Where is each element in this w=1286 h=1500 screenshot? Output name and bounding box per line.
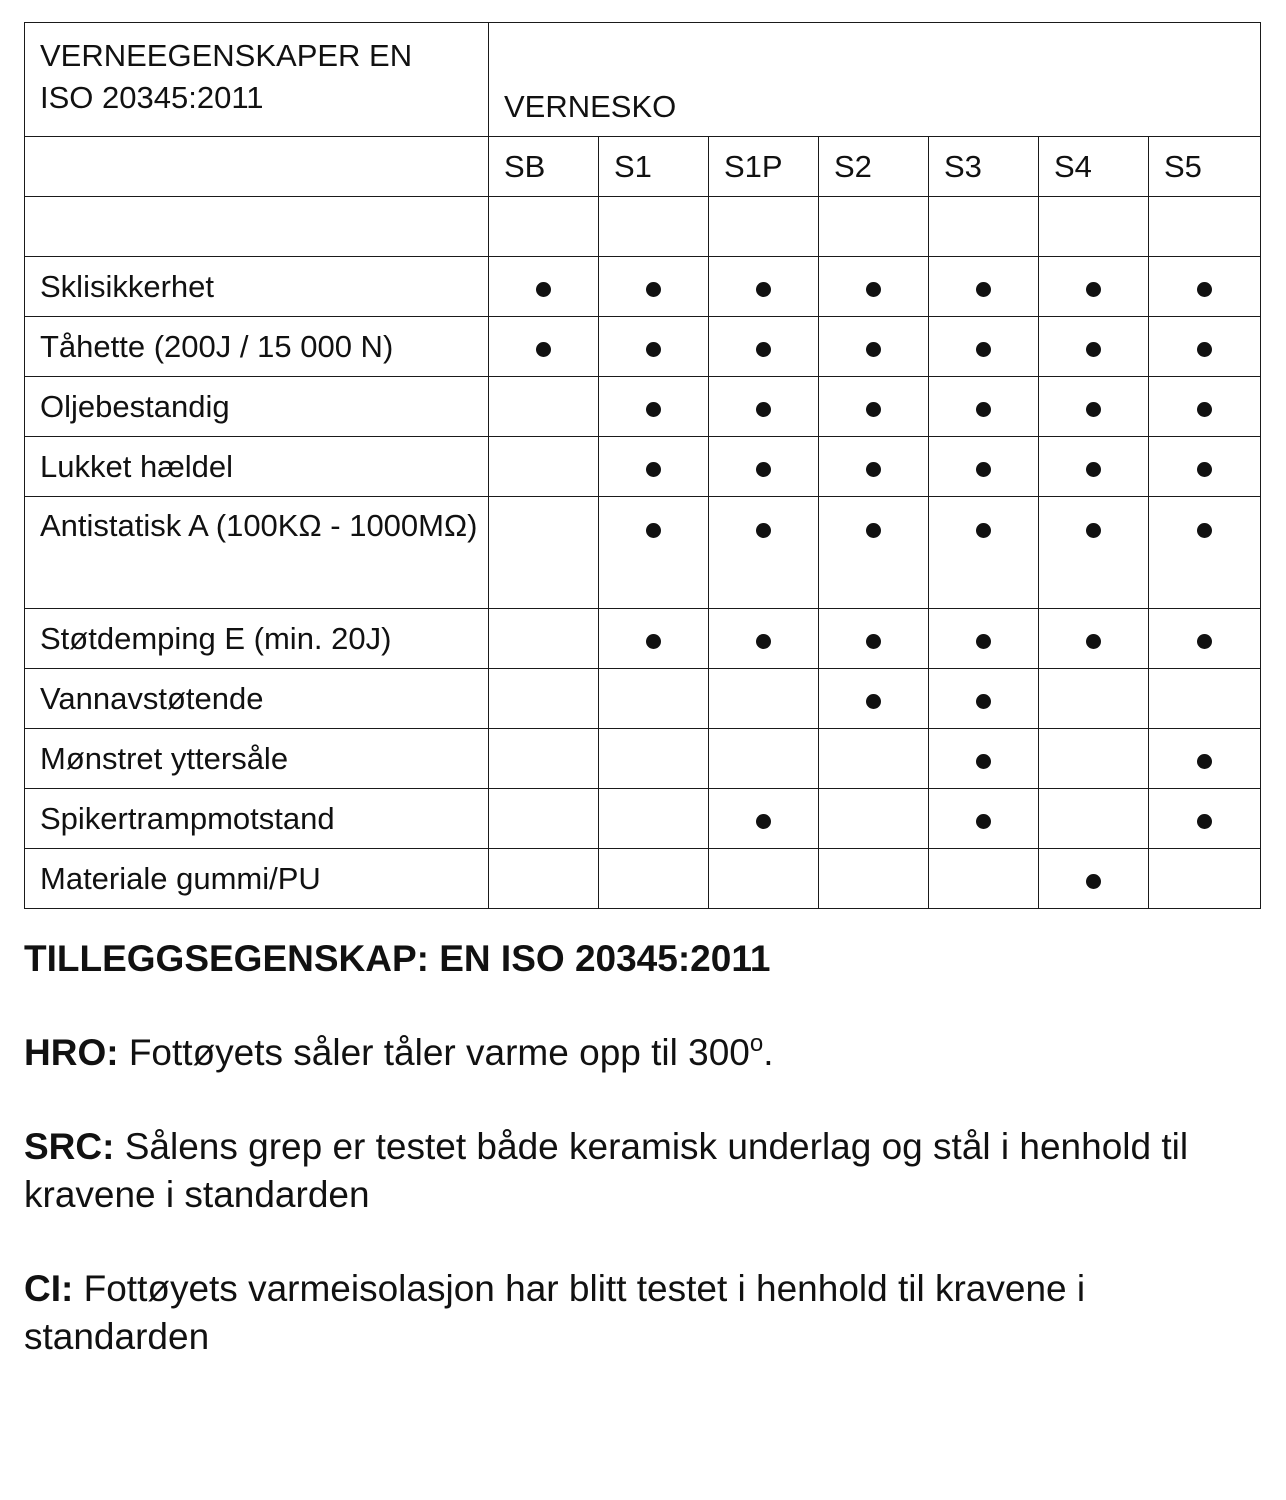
table-title: VERNEEGENSKAPER EN ISO 20345:2011	[25, 23, 489, 137]
mark-cell-s1	[599, 257, 709, 317]
mark-cell-s3	[929, 437, 1039, 497]
table-row	[25, 257, 1261, 317]
mark-cell-s1p	[709, 729, 819, 789]
bullet-dot	[1086, 874, 1101, 889]
table-row	[25, 609, 1261, 669]
class-header-s1p: S1P	[709, 137, 819, 197]
mark-cell-s1p	[709, 849, 819, 909]
class-header-blank	[25, 137, 489, 197]
mark-cell-s5	[1149, 377, 1261, 437]
mark-cell-s5	[1149, 497, 1261, 609]
feature-label: Spikertrampmotstand	[25, 789, 489, 849]
bullet-dot	[536, 282, 551, 297]
mark-cell-s1p	[709, 377, 819, 437]
mark-cell-s1	[599, 729, 709, 789]
mark-cell-sb	[489, 497, 599, 609]
bullet-dot	[1197, 402, 1212, 417]
mark-cell-s4	[1039, 437, 1149, 497]
mark-cell-s3	[929, 377, 1039, 437]
bullet-dot	[1197, 523, 1212, 538]
bullet-dot	[976, 754, 991, 769]
bullet-dot	[646, 634, 661, 649]
empty-cell	[25, 197, 489, 257]
bullet-dot	[646, 282, 661, 297]
class-header-s3: S3	[929, 137, 1039, 197]
protection-table-container	[24, 22, 1260, 909]
class-header-s4: S4	[1039, 137, 1149, 197]
table-title-row	[25, 23, 1261, 137]
mark-cell-s5	[1149, 729, 1261, 789]
feature-label: Materiale gummi/PU	[25, 849, 489, 909]
bullet-dot	[756, 402, 771, 417]
mark-cell-sb	[489, 437, 599, 497]
mark-cell-s5	[1149, 849, 1261, 909]
feature-label: Tåhette (200J / 15 000 N)	[25, 317, 489, 377]
bullet-dot	[756, 634, 771, 649]
bullet-dot	[976, 402, 991, 417]
additional-properties-heading: TILLEGGSEGENSKAP: EN ISO 20345:2011	[24, 938, 771, 979]
empty-cell	[489, 197, 599, 257]
bullet-dot	[536, 342, 551, 357]
table-row	[25, 849, 1261, 909]
mark-cell-s4	[1039, 729, 1149, 789]
mark-cell-s1	[599, 669, 709, 729]
bullet-dot	[976, 523, 991, 538]
empty-cell	[929, 197, 1039, 257]
bullet-dot	[866, 694, 881, 709]
mark-cell-s1p	[709, 317, 819, 377]
mark-cell-s1	[599, 609, 709, 669]
mark-cell-s1	[599, 317, 709, 377]
mark-cell-s3	[929, 669, 1039, 729]
mark-cell-s5	[1149, 789, 1261, 849]
note-hro-text: Fottøyets såler tåler varme opp til 300	[118, 1032, 750, 1073]
mark-cell-sb	[489, 849, 599, 909]
class-header-sb: SB	[489, 137, 599, 197]
mark-cell-s4	[1039, 849, 1149, 909]
bullet-dot	[1086, 462, 1101, 477]
table-row	[25, 437, 1261, 497]
mark-cell-s4	[1039, 789, 1149, 849]
bullet-dot	[756, 282, 771, 297]
feature-label: Vannavstøtende	[25, 669, 489, 729]
mark-cell-s2	[819, 497, 929, 609]
mark-cell-s4	[1039, 497, 1149, 609]
mark-cell-s2	[819, 729, 929, 789]
mark-cell-s1p	[709, 609, 819, 669]
mark-cell-s3	[929, 317, 1039, 377]
mark-cell-s1	[599, 377, 709, 437]
class-header-s1: S1	[599, 137, 709, 197]
mark-cell-s2	[819, 377, 929, 437]
mark-cell-s1p	[709, 497, 819, 609]
bullet-dot	[976, 814, 991, 829]
empty-cell	[1149, 197, 1261, 257]
bullet-dot	[866, 462, 881, 477]
bullet-dot	[976, 342, 991, 357]
bullet-dot	[1086, 402, 1101, 417]
mark-cell-s3	[929, 257, 1039, 317]
bullet-dot	[1086, 342, 1101, 357]
mark-cell-sb	[489, 789, 599, 849]
bullet-dot	[646, 402, 661, 417]
empty-cell	[1039, 197, 1149, 257]
bullet-dot	[1197, 754, 1212, 769]
feature-label: Lukket hældel	[25, 437, 489, 497]
feature-label: Antistatisk A (100KΩ - 1000MΩ)	[25, 497, 489, 609]
mark-cell-s1	[599, 437, 709, 497]
bullet-dot	[866, 342, 881, 357]
bullet-dot	[1197, 814, 1212, 829]
mark-cell-s4	[1039, 609, 1149, 669]
note-hro-degree: o	[749, 1030, 764, 1057]
mark-cell-s5	[1149, 257, 1261, 317]
mark-cell-s5	[1149, 669, 1261, 729]
bullet-dot	[1086, 634, 1101, 649]
mark-cell-s1p	[709, 669, 819, 729]
mark-cell-s1	[599, 849, 709, 909]
bullet-dot	[866, 282, 881, 297]
table-row	[25, 729, 1261, 789]
table-row	[25, 377, 1261, 437]
bullet-dot	[646, 523, 661, 538]
note-ci-text: Fottøyets varmeisolasjon har blitt testet i henhold til kravene i standarden	[24, 1268, 1086, 1357]
mark-cell-sb	[489, 729, 599, 789]
bullet-dot	[646, 342, 661, 357]
bullet-dot	[756, 462, 771, 477]
mark-cell-s2	[819, 849, 929, 909]
table-row	[25, 669, 1261, 729]
mark-cell-s5	[1149, 437, 1261, 497]
bullet-dot	[756, 523, 771, 538]
bullet-dot	[976, 634, 991, 649]
empty-cell	[599, 197, 709, 257]
mark-cell-s1p	[709, 257, 819, 317]
bullet-dot	[1197, 462, 1212, 477]
empty-cell	[709, 197, 819, 257]
bullet-dot	[646, 462, 661, 477]
group-header-vernesko: VERNESKO	[489, 23, 1261, 137]
note-src	[24, 1123, 1274, 1219]
empty-row	[25, 197, 1261, 257]
feature-label: Mønstret yttersåle	[25, 729, 489, 789]
mark-cell-sb	[489, 377, 599, 437]
bullet-dot	[1086, 282, 1101, 297]
note-ci	[24, 1265, 1274, 1361]
bullet-dot	[976, 462, 991, 477]
class-header-s5: S5	[1149, 137, 1261, 197]
mark-cell-s2	[819, 317, 929, 377]
mark-cell-s4	[1039, 669, 1149, 729]
note-ci-key: CI:	[24, 1268, 74, 1309]
mark-cell-sb	[489, 669, 599, 729]
table-row	[25, 789, 1261, 849]
note-hro-key: HRO:	[24, 1032, 119, 1073]
bullet-dot	[756, 342, 771, 357]
feature-label: Sklisikkerhet	[25, 257, 489, 317]
feature-label: Støtdemping E (min. 20J)	[25, 609, 489, 669]
bullet-dot	[1197, 282, 1212, 297]
mark-cell-s4	[1039, 257, 1149, 317]
bullet-dot	[1197, 634, 1212, 649]
mark-cell-s1	[599, 789, 709, 849]
mark-cell-sb	[489, 257, 599, 317]
class-header-s2: S2	[819, 137, 929, 197]
mark-cell-s3	[929, 609, 1039, 669]
mark-cell-s2	[819, 609, 929, 669]
note-hro-tail: .	[763, 1032, 774, 1073]
note-src-key: SRC:	[24, 1126, 115, 1167]
mark-cell-sb	[489, 317, 599, 377]
empty-cell	[819, 197, 929, 257]
mark-cell-s3	[929, 729, 1039, 789]
mark-cell-s3	[929, 789, 1039, 849]
bullet-dot	[976, 694, 991, 709]
mark-cell-sb	[489, 609, 599, 669]
mark-cell-s4	[1039, 377, 1149, 437]
mark-cell-s4	[1039, 317, 1149, 377]
mark-cell-s3	[929, 849, 1039, 909]
bullet-dot	[976, 282, 991, 297]
bullet-dot	[866, 634, 881, 649]
feature-label: Oljebestandig	[25, 377, 489, 437]
bullet-dot	[1197, 342, 1212, 357]
table-row	[25, 497, 1261, 609]
bullet-dot	[866, 402, 881, 417]
bullet-dot	[866, 523, 881, 538]
mark-cell-s1	[599, 497, 709, 609]
protection-properties-table	[24, 22, 1261, 909]
table-row	[25, 317, 1261, 377]
mark-cell-s2	[819, 437, 929, 497]
mark-cell-s5	[1149, 609, 1261, 669]
bullet-dot	[1086, 523, 1101, 538]
mark-cell-s2	[819, 669, 929, 729]
mark-cell-s2	[819, 789, 929, 849]
note-hro	[24, 1029, 1274, 1077]
mark-cell-s1p	[709, 437, 819, 497]
mark-cell-s2	[819, 257, 929, 317]
class-header-row	[25, 137, 1261, 197]
mark-cell-s3	[929, 497, 1039, 609]
mark-cell-s5	[1149, 317, 1261, 377]
bullet-dot	[756, 814, 771, 829]
additional-properties-section	[24, 935, 1274, 1407]
note-src-text: Sålens grep er testet både keramisk underlag og stål i henhold til kravene i standarden	[24, 1126, 1189, 1215]
mark-cell-s1p	[709, 789, 819, 849]
